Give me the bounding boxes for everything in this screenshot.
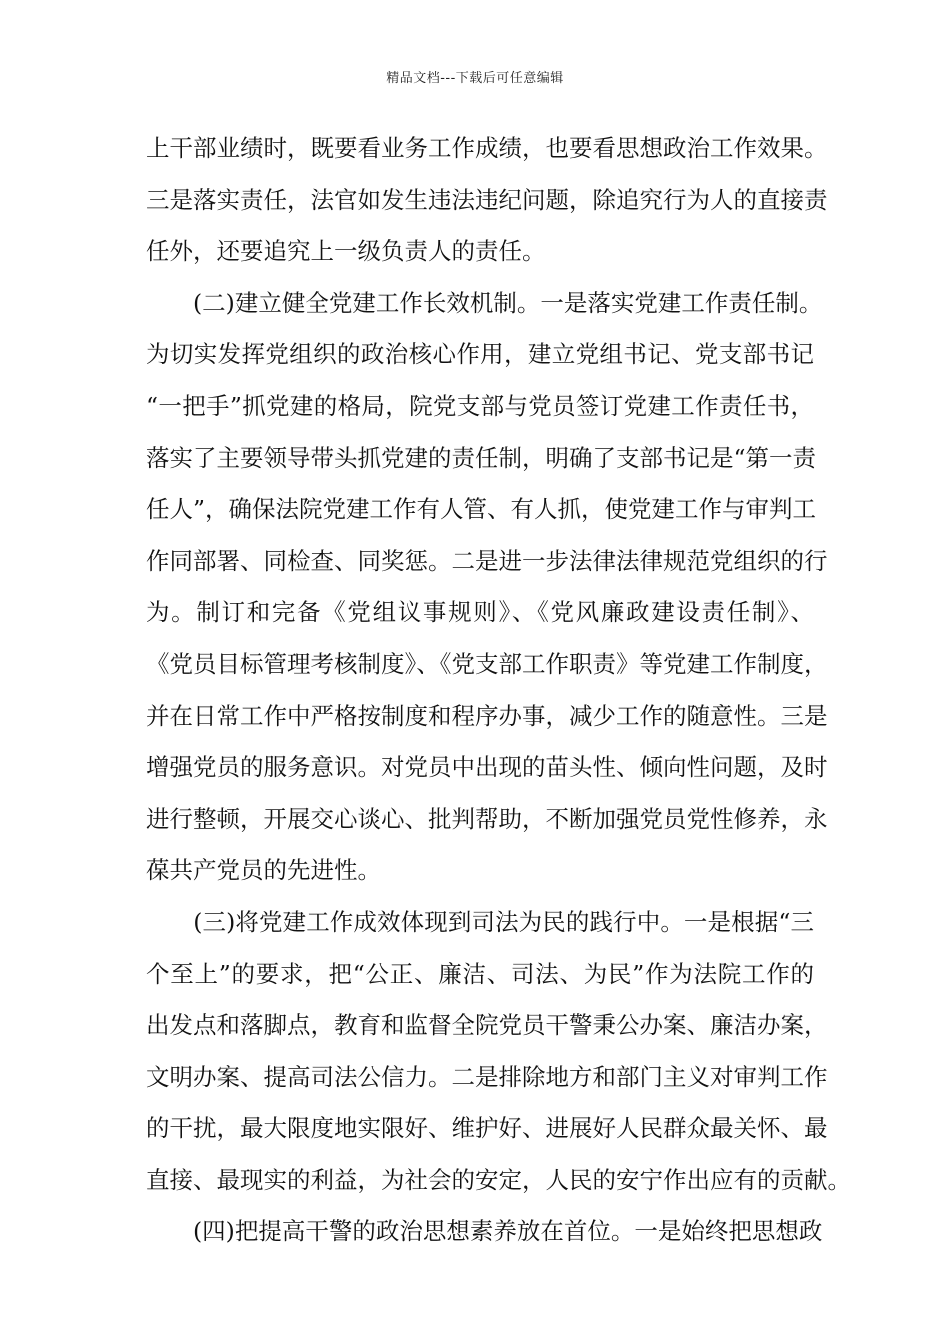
page-header: 精品文档---下载后可任意编辑	[386, 71, 564, 86]
text-line: 《党员目标管理考核制度》、《党支部工作职责》等党建工作制度，	[146, 649, 828, 678]
text-line: 直接、最现实的利益，为社会的安定，人民的安宁作出应有的贡献。	[146, 1165, 851, 1194]
text-line: 为。制订和完备《党组议事规则》、《党风廉政建设责任制》、	[146, 598, 814, 627]
text-line: 进行整顿，开展交心谈心、批判帮助，不断加强党员党性修养，永	[146, 804, 828, 833]
text-line: 上干部业绩时，既要看业务工作成绩，也要看思想政治工作效果。	[146, 134, 828, 162]
text-line: 文明办案、提高司法公信力。二是排除地方和部门主义对审判工作	[146, 1062, 828, 1091]
text-line: 的干扰，最大限度地实限好、维护好、进展好人民群众最关怀、最	[146, 1114, 828, 1143]
text-line: 任外，还要追究上一级负责人的责任。	[146, 237, 546, 266]
text-line: 三是落实责任，法官如发生违法违纪问题，除追究行为人的直接责	[146, 185, 828, 214]
text-line: 增强党员的服务意识。对党员中出现的苗头性、倾向性问题，及时	[146, 753, 828, 782]
text-line: 落实了主要领导带头抓党建的责任制，明确了支部书记是“第一责	[146, 443, 817, 472]
text-line: 为切实发挥党组织的政治核心作用，建立党组书记、党支部书记	[146, 340, 814, 369]
text-line: 葆共产党员的先进性。	[146, 856, 381, 885]
text-line: 任人”，确保法院党建工作有人管、有人抓，使党建工作与审判工	[146, 495, 817, 524]
paragraph-start-line: (三)将党建工作成效体现到司法为民的践行中。一是根据“三	[146, 907, 814, 936]
paragraph-start-line: (二)建立健全党建工作长效机制。一是落实党建工作责任制。	[146, 288, 823, 317]
document-body	[146, 128, 851, 1263]
text-line: 并在日常工作中严格按制度和程序办事，减少工作的随意性。三是	[146, 701, 828, 730]
text-line: 个至上”的要求，把“公正、廉洁、司法、为民”作为法院工作的	[146, 959, 814, 988]
text-line: “一把手”抓党建的格局，院党支部与党员签订党建工作责任书，	[146, 391, 814, 420]
paragraph-start-line: (四)把提高干警的政治思想素养放在首位。一是始终把思想政	[146, 1217, 823, 1246]
text-line: 出发点和落脚点，教育和监督全院党员干警秉公办案、廉洁办案，	[146, 1011, 828, 1040]
text-line: 作同部署、同检查、同奖惩。二是进一步法律法律规范党组织的行	[146, 546, 828, 575]
